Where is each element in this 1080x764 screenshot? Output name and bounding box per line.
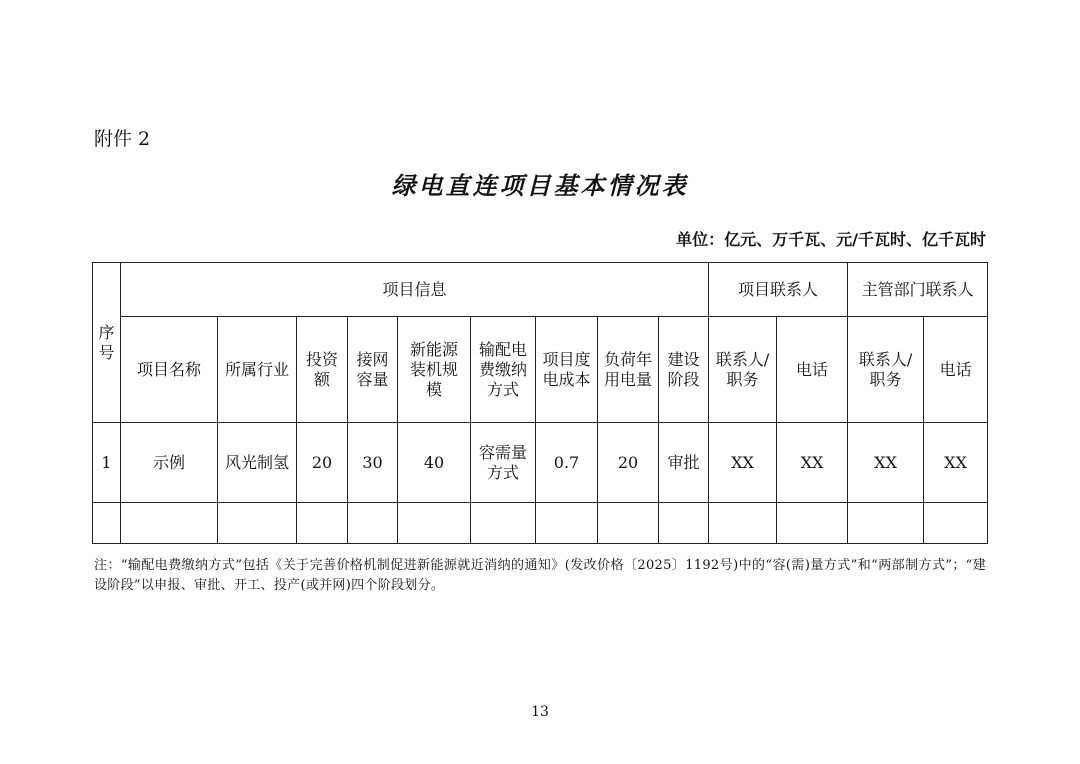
header-dept-contact-person: 联系人/职务: [848, 317, 924, 423]
cell-installed-scale: 40: [398, 423, 471, 503]
cell-project-phone: XX: [777, 423, 848, 503]
cell-annual-load: 20: [598, 423, 659, 503]
header-industry: 所属行业: [218, 317, 297, 423]
cell-grid-capacity: 30: [348, 423, 398, 503]
header-fee-method: 输配电费缴纳方式: [471, 317, 536, 423]
header-project-name: 项目名称: [121, 317, 218, 423]
attachment-label: 附件 2: [94, 128, 151, 150]
table-row: [93, 423, 988, 503]
header-dept-contact: 主管部门联系人: [848, 263, 988, 317]
table-row-empty: [93, 503, 988, 544]
cell-unit-cost: 0.7: [536, 423, 598, 503]
page-number: 13: [531, 704, 549, 720]
header-installed-scale: 新能源装机规模: [398, 317, 471, 423]
header-unit-cost: 项目度电成本: [536, 317, 598, 423]
unit-line: 单位：亿元、万千瓦、元/千瓦时、亿千瓦时: [676, 230, 986, 249]
page-title: 绿电直连项目基本情况表: [391, 171, 689, 200]
header-project-contact-person: 联系人/职务: [709, 317, 777, 423]
cell-project-contact-person: XX: [709, 423, 777, 503]
cell-seq: 1: [93, 423, 121, 503]
header-project-phone: 电话: [777, 317, 848, 423]
cell-dept-phone: XX: [924, 423, 988, 503]
cell-investment: 20: [297, 423, 348, 503]
header-build-stage: 建设阶段: [659, 317, 709, 423]
header-project-contact: 项目联系人: [709, 263, 848, 317]
header-investment: 投资额: [297, 317, 348, 423]
header-dept-phone: 电话: [924, 317, 988, 423]
cell-build-stage: 审批: [659, 423, 709, 503]
cell-dept-contact-person: XX: [848, 423, 924, 503]
header-annual-load: 负荷年用电量: [598, 317, 659, 423]
header-seq: 序号: [93, 263, 121, 423]
cell-fee-method: 容需量方式: [471, 423, 536, 503]
cell-industry: 风光制氢: [218, 423, 297, 503]
project-info-table: [92, 262, 988, 544]
header-grid-capacity: 接网容量: [348, 317, 398, 423]
header-project-info: 项目信息: [121, 263, 709, 317]
cell-project-name: 示例: [121, 423, 218, 503]
footnote: 注：“输配电费缴纳方式”包括《关于完善价格机制促进新能源就近消纳的通知》(发改价格〔2025〕1192号)中的“容(需)量方式”和“两部制方式”；“建设阶段”以申报、审批、开工、投产(或并网)四个阶段划分。: [94, 558, 986, 593]
